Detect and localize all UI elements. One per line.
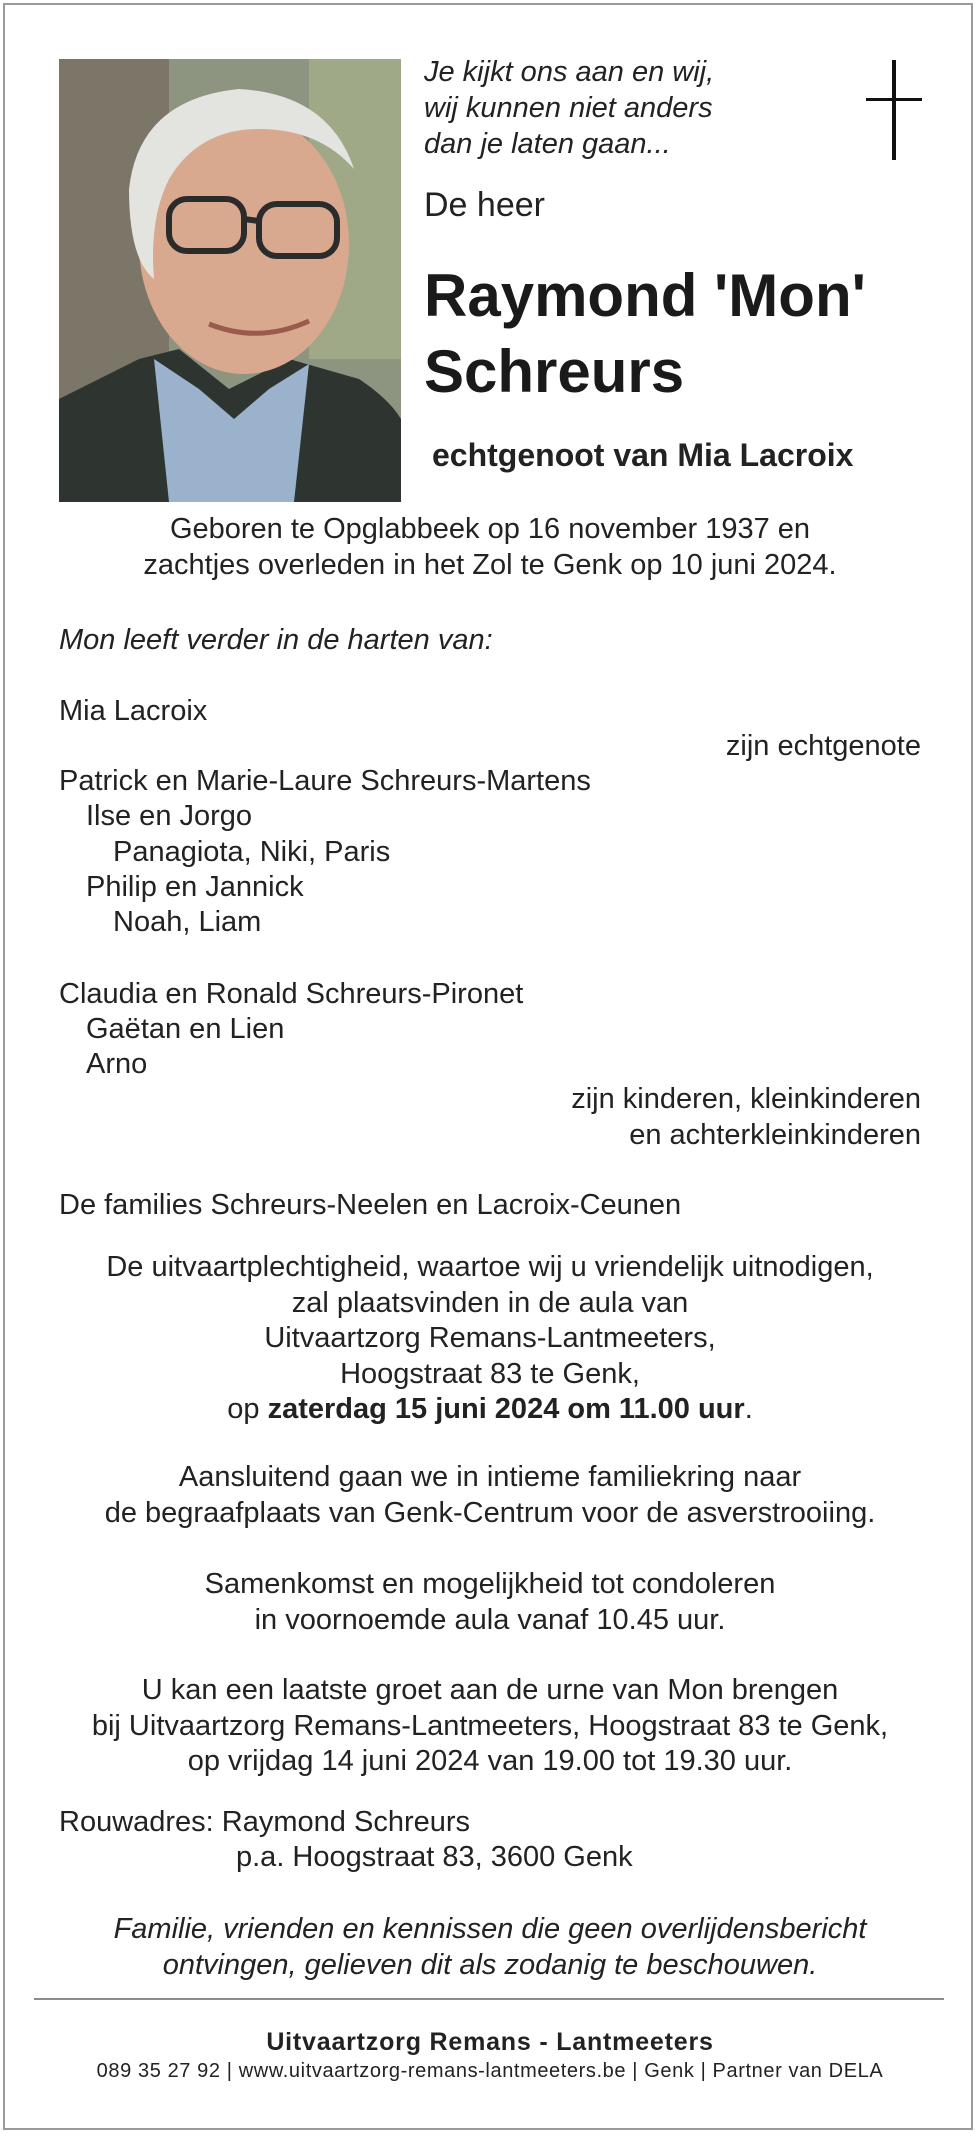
mourning-address-label: Rouwadres: Raymond Schreurs <box>59 1806 471 1838</box>
ceremony-date <box>0 1392 980 1428</box>
poem-line: wij kunnen niet anders <box>424 92 713 124</box>
child-family-1: Patrick en Marie-Laure Schreurs-Martens <box>59 765 591 797</box>
date-suffix: . <box>744 1393 753 1425</box>
great-grandchildren-1: Panagiota, Niki, Paris <box>113 836 391 868</box>
ceremony-line: Uitvaartzorg Remans-Lantmeeters, <box>264 1322 716 1354</box>
wife-role: zijn echtgenote <box>725 730 921 762</box>
memorial-poem <box>424 54 714 162</box>
grandchild-3: Gaëtan en Lien <box>86 1013 285 1045</box>
funeral-home-contact: 089 35 27 92 | www.uitvaartzorg-remans-lantmeeters.be | Genk | Partner van DELA <box>96 2060 884 2082</box>
gathering-line: Samenkomst en mogelijkheid tot condoleren <box>204 1568 776 1600</box>
birth-line: Geboren te Opglabbeek op 16 november 1937 en <box>169 513 811 545</box>
role-line: zijn kinderen, kleinkinderen <box>571 1083 921 1115</box>
cross-icon <box>866 60 922 160</box>
ceremony-line: De uitvaartplechtigheid, waartoe wij u vriendelijk uitnodigen, <box>106 1251 874 1283</box>
child-family-2: Claudia en Ronald Schreurs-Pironet <box>59 978 524 1010</box>
ceremony-line: zal plaatsvinden in de aula van <box>291 1286 689 1319</box>
children-role <box>571 1082 921 1153</box>
gathering-info <box>0 1567 980 1638</box>
name-line: Schreurs <box>424 338 685 405</box>
closing-line: ontvingen, gelieven dit als zodanig te beschouwen. <box>162 1948 818 1981</box>
lives-on-heading: Mon leeft verder in de harten van: <box>59 624 493 656</box>
farewell-line: bij Uitvaartzorg Remans-Lantmeeters, Hoogstraat 83 te Genk, <box>91 1709 889 1742</box>
deceased-name <box>424 258 866 410</box>
families-line: De families Schreurs-Neelen en Lacroix-Ceunen <box>59 1189 682 1221</box>
ceremony-line: Hoogstraat 83 te Genk, <box>340 1357 640 1390</box>
farewell-info <box>0 1673 980 1780</box>
closing-note <box>0 1912 980 1983</box>
funeral-home-name: Uitvaartzorg Remans - Lantmeeters <box>266 2028 714 2056</box>
burial-line: Aansluitend gaan we in intieme familiekring naar <box>178 1461 802 1493</box>
farewell-line: op vrijdag 14 juni 2024 van 19.00 tot 19.30 uur. <box>187 1745 793 1777</box>
salutation: De heer <box>424 186 545 224</box>
wife-name: Mia Lacroix <box>59 695 208 727</box>
birth-death-info <box>0 512 980 583</box>
gathering-line: in voornoemde aula vanaf 10.45 uur. <box>254 1603 726 1636</box>
great-grandchildren-2: Noah, Liam <box>113 906 262 938</box>
portrait-photo <box>59 59 401 502</box>
poem-line: Je kijkt ons aan en wij, <box>424 56 715 88</box>
grandchild-1: Ilse en Jorgo <box>86 800 253 832</box>
date-prefix: op <box>227 1393 268 1425</box>
poem-line: dan je laten gaan... <box>424 128 671 160</box>
death-line: zachtjes overleden in het Zol te Genk op 10 juni 2024. <box>143 548 837 581</box>
date-bold: zaterdag 15 juni 2024 om 11.00 uur <box>267 1393 745 1425</box>
mourning-address-line: p.a. Hoogstraat 83, 3600 Genk <box>236 1841 633 1873</box>
farewell-line: U kan een laatste groet aan de urne van Mon brengen <box>141 1674 839 1706</box>
name-line: Raymond 'Mon' <box>424 262 866 329</box>
spouse-line: echtgenoot van Mia Lacroix <box>432 437 854 473</box>
burial-info <box>0 1460 980 1531</box>
role-line: en achterkleinkinderen <box>629 1118 921 1151</box>
burial-line: de begraafplaats van Genk-Centrum voor de asverstrooiing. <box>104 1496 876 1529</box>
grandchild-2: Philip en Jannick <box>86 871 304 903</box>
ceremony-info <box>0 1250 980 1428</box>
closing-line: Familie, vrienden en kennissen die geen overlijdensbericht <box>113 1913 867 1945</box>
grandchild-4: Arno <box>86 1048 148 1080</box>
footer-divider <box>34 1998 944 2000</box>
